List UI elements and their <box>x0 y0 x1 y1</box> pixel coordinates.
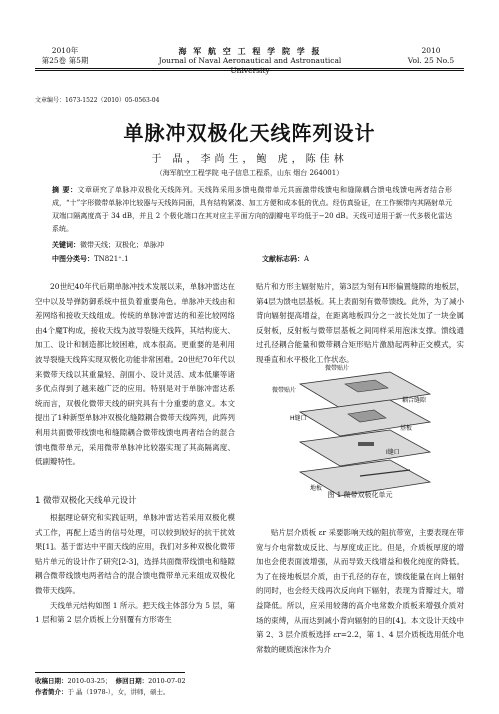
layer-ground <box>300 430 430 466</box>
received-label: 收稿日期： <box>35 677 68 685</box>
right-intro-paragraph: 贴片和方形主辐射贴片，第3层为刻有H形偏置缝隙的地板层，第4层为馈电层基板。其上表面刻有微带馈线。此外，为了减小背向辐射提高增益，在距离地板四分之一波长处加了一块金属反射板，反射板与微带层基板之间同样采用泡沫支撑。馈线通过孔径耦合能量和微带耦合矩形贴片激励起两种正交模式，实现垂直和水平极化工作状态。 <box>256 282 464 364</box>
figure-label: 微带贴片 <box>325 365 350 372</box>
abstract <box>52 183 452 236</box>
right-column-intro <box>256 280 464 365</box>
page-title: 单脉冲双极化天线阵列设计 <box>123 121 376 145</box>
section1-paragraph: 根据理论研究和实践证明，单脉冲雷达若采用双极化模式工作，再配上适当的信号处理，可以较到较好的抗干扰效果[1]。基于雷达中平面天线的应用，我们对多种双极化微带贴片单元的设计作了研究[2-3]，选择共面微带线馈电和缝隙耦合微带线馈电两者结合的混合馈电微带单元来组成双极化微带天线阵。 <box>35 513 235 595</box>
keywords-text: 微带天线；双极化；单脉冲 <box>80 241 164 249</box>
figure-label: 地板 <box>310 485 323 492</box>
journal-name-en: Journal of Naval Aeronautical and Astronautical University <box>158 56 342 75</box>
author-bio-label: 作者简介： <box>35 688 68 696</box>
header-rule-2 <box>35 70 464 71</box>
received-date: 2010-03-25； <box>67 677 112 685</box>
left-column-section1 <box>35 511 235 628</box>
clc-value: TN821⁺.1 <box>94 255 129 263</box>
header-left <box>35 46 95 66</box>
section1-paragraph-2: 天线单元结构如图 1 所示。把天线主体部分为 5 层，第 1 层和第 2 层介质板上分别覆有方形寄生 <box>35 600 235 625</box>
authors: 于 晶，李尚生，鲍 虎，陈佳林 <box>151 154 348 165</box>
header-volume: 第25卷 第5期 <box>41 56 89 65</box>
figure-label: 基板 <box>400 425 413 432</box>
classification <box>52 254 452 264</box>
right-column-section1 <box>256 526 464 657</box>
left-column-intro <box>35 280 235 470</box>
header-volume-right: Vol. 25 No.5 <box>407 56 455 65</box>
figure-label: 耦合缝隙 <box>402 397 427 404</box>
figure-label: 微带贴片 <box>272 387 297 394</box>
figure-label: H缝口 <box>290 415 307 422</box>
journal-name-cn: 海 军 航 空 工 程 学 院 学 报 <box>178 46 322 56</box>
author-bio: 于 晶（1978-），女，讲师，硕士。 <box>67 688 170 696</box>
keywords <box>52 240 164 250</box>
affiliation: （海军航空工程学院 电子信息工程系，山东 烟台 264001） <box>155 169 344 177</box>
right-section1-paragraph: 贴片层介质板 εr 采要影响天线的阻抗带宽，主要表现在带宽与介电常数成反比、与厚度成正比。但是，介质板厚度的增加也会使表面波增强，从而导致天线增益和极化纯度的降低。为了在接地板层介质，由于孔径的存在，馈线能量在向上辐射的同时，也会经天线再次反向向下辐射，表现为背瓣过大，增益降低。所以，应采用较薄的高介电常数介质板来增强介质对场的束缚，从而达到减小背向辐射的目的[4]。本文设计天线中第 2、3 层介质板选择 εr=2.2，第 1、4 层介质板选用低介电常数的硬质泡沫作为介 <box>256 528 464 654</box>
figure-label: I缝口 <box>386 449 400 456</box>
footnote-rule <box>35 672 185 673</box>
revised-label: 修回日期： <box>115 677 149 685</box>
header-center <box>140 46 360 76</box>
section-title: 1 微带双极化天线单元设计 <box>35 496 137 506</box>
doc-code <box>262 254 309 264</box>
intro-paragraph: 20世纪40年代后期单脉冲技术发展以来，单脉冲雷达在空中以及导弹防御系统中扭负着重要角色。单脉冲天线由和差网络和接收天线组成。传统的单脉冲雷达的和差比较网络由4个魔T构成，接收天线为波导裂缝天线阵，其结构庞大、加工、设计和制造都比较困难，成本很高。更重要的是利用波导裂缝天线阵实现双极化功能非常困难。20世纪70年代以来微带天线以其重量轻、剖面小、设计灵活、成本低廉等诸多优点得到了越来越广泛的应用。特别是对于单脉冲雷达系统而言，双极化微带天线的研究具有十分重要的意义。本文提出了1种新型单脉冲双极化缝隙耦合微带天线阵列，此阵列利用共面微带线馈电和缝隙耦合微带线馈电两者结合的混合馈电微带单元，采用微带单脉冲比较器实现了其高隔离度、低副瓣特性。 <box>35 282 235 467</box>
abstract-text: 文章研究了单脉冲双极化天线阵列。天线阵采用多馈电微带单元共面激带线馈电和缝隙耦合馈电线馈电两者结合形成，“十”字形微带单脉冲比较器与天线阵同面，具有结构紧凑、加工方便和成本低的优点。经仿真验证，在工作频带内其隔射单元双端口隔离度高于 34 dB，并且 2 个极化端口在其对应主平面方向的副瓣电平均低于−20 dB。天线可适用于新一代多极化雷达系统。 <box>52 186 453 233</box>
header-rule <box>35 68 464 69</box>
abstract-label: 摘 要： <box>52 185 78 194</box>
keywords-label: 关键词： <box>52 240 80 249</box>
clc-label: 中图分类号： <box>52 254 94 263</box>
footnote-author <box>35 687 295 698</box>
header-right <box>401 46 461 66</box>
article-number: 文章编号：1673-1522（2010）05-0563-04 <box>35 97 160 104</box>
header-year: 2010年 <box>51 46 79 55</box>
header-year-right: 2010 <box>421 46 441 55</box>
footnote <box>35 676 295 698</box>
revised-date: 2010-07-02 <box>148 677 186 685</box>
figure-caption: 图 1 微带双极化单元 <box>327 491 393 499</box>
doc-code-label: 文献标志码： <box>262 254 304 263</box>
doc-code-value: A <box>304 255 310 263</box>
footnote-dates <box>35 676 295 687</box>
